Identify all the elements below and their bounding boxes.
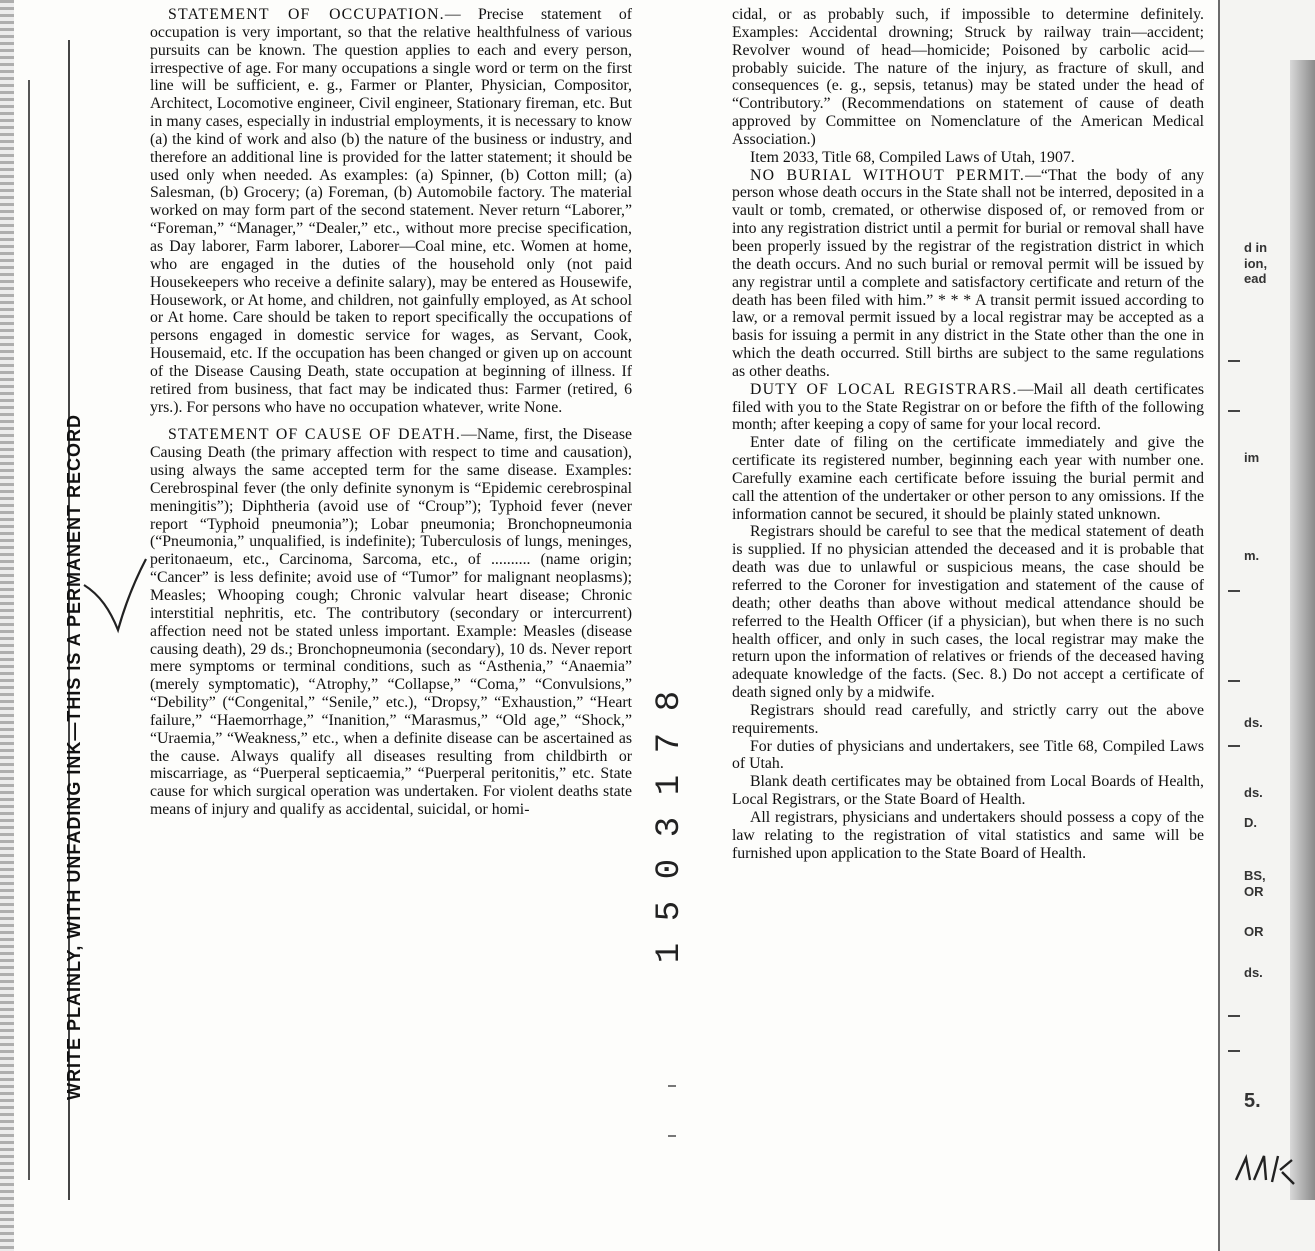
page-shadow xyxy=(1290,60,1315,1200)
edge-rule xyxy=(1228,590,1240,592)
read-carefully-paragraph: Registrars should read carefully, and strictly carry out the above requirements. xyxy=(732,701,1204,737)
handwriting-scribble-icon xyxy=(1232,1150,1302,1190)
edge-rule xyxy=(1228,745,1240,747)
occupation-paragraph xyxy=(150,6,632,416)
edge-fragment: ion, xyxy=(1244,256,1268,271)
edge-fragment: D. xyxy=(1244,815,1257,830)
duty-text: —Mail all death certificates filed with you to the State Registrar on or before the fifth of the following month; after keeping a copy of same for your local record. xyxy=(732,380,1204,434)
certificate-number-digit: 3 xyxy=(651,816,689,838)
edge-fragment: ds. xyxy=(1244,785,1263,800)
burial-heading: NO BURIAL WITHOUT PERMIT. xyxy=(750,166,1026,184)
edge-fragment: m. xyxy=(1244,548,1260,563)
permanent-record-label: WRITE PLAINLY, WITH UNFADING INK—THIS IS A PERMANENT RECORD xyxy=(64,413,84,1100)
left-margin-rule xyxy=(28,80,30,1180)
edge-fragment: 5. xyxy=(1244,1090,1261,1112)
burial-text: —“That the body of any person whose death occurs in the State shall not be interred, deposited in a vault or tomb, cremated, or otherwise disposed of, or removed from or into any registration district until a permit for burial or removal shall have been properly issued by the registrar of the registration district in which the death occurs. And no such burial or removal permit will be issued by any registrar until a complete and satisfactory certificate and return of the death has been filed with him.” * * * A transit permit issued according to law, or a removal permit issued by a local registrar may be accepted as a basis for issuing a permit in any district in the State other than the one in which the death occurred. Still births are subject to the same regulations as other deaths. xyxy=(732,166,1204,380)
occupation-text: — Precise statement of occupation is very important, so that the relative healthfulness of various pursuits can be known. The question applies to each and every person, irrespective of age. For many occupations a single word or term on the first line will be sufficient, e. g., Farmer or Planter, Physician, Compositor, Architect, Locomotive engineer, Civil engineer, Stationary fireman, etc. But in many cases, especially in industrial employments, it is necessary to know (a) the kind of work and also (b) the nature of the business or industry, and therefore an additional line is provided for the latter statement; it should be used only when needed. As examples: (a) Spinner, (b) Cotton mill; (a) Salesman, (b) Grocery; (a) Foreman, (b) Automobile factory. The material worked on may form part of the second statement. Never return “Laborer,” “Foreman,” “Manager,” “Dealer,” etc., without more precise specification, as Day laborer, Farm laborer, Laborer—Coal mine, etc. Women at home, who are engaged in the duties of the household only (not paid Housekeepers who receive a definite salary), may be entered as Housewife, Housework, or At home, and children, not gainfully employed, as At school or At home. Care should be taken to report specifically the occupations of persons engaged in domestic service for wages, as Servant, Cook, Housemaid, etc. If the occupation has been changed or given up on account of the Disease Causing Death, state occupation at beginning of illness. If retired from business, that fact may be indicated thus: Farmer (retired, 6 yrs.). For persons who have no occupation whatever, write None. xyxy=(150,6,632,416)
edge-rule xyxy=(1228,410,1240,412)
edge-fragment: OR xyxy=(1244,884,1264,899)
certificate-number xyxy=(650,680,690,974)
edge-rule xyxy=(1228,680,1240,682)
cause-heading: STATEMENT OF CAUSE OF DEATH. xyxy=(168,426,462,444)
left-scan-edge xyxy=(0,0,14,1251)
right-column xyxy=(732,6,1204,863)
edge-fragment: ead xyxy=(1244,271,1267,286)
occupation-heading: STATEMENT OF OCCUPATION. xyxy=(168,6,445,23)
certificate-number-digit: 1 xyxy=(651,774,689,796)
certificate-number-digit: 8 xyxy=(651,690,689,712)
edge-fragment: im xyxy=(1244,450,1260,465)
edge-fragment: ds. xyxy=(1244,965,1263,980)
edge-fragment: ds. xyxy=(1244,715,1263,730)
check-mark-icon xyxy=(80,555,150,635)
certificate-number-digit: 7 xyxy=(651,732,689,754)
cause-continuation: cidal, or as probably such, if impossible to determine definitely. Examples: Accidental drowning; Struck by railway train—accident; Revolver wound of head—homicide; Poisoned by carbolic acid—probably suicide. The nature of the injury, as fracture of skull, and consequences (e. g., sepsis, tetanus) may be stated under the head of “Contributory.” (Recommendations on statement of cause of death approved by Committee on Nomenclature of the American Medical Association.) xyxy=(732,6,1204,148)
edge-rule xyxy=(1228,360,1240,362)
edge-rule xyxy=(1228,1050,1240,1052)
edge-fragment: d in xyxy=(1244,240,1268,255)
duty-heading: DUTY OF LOCAL REGISTRARS. xyxy=(750,380,1018,398)
left-column xyxy=(150,6,632,819)
certificate-number-digit: 0 xyxy=(651,858,689,880)
edge-fragment: OR xyxy=(1244,924,1264,939)
certificate-number-digit: 5 xyxy=(651,900,689,922)
duty-paragraph xyxy=(732,381,1204,435)
burial-paragraph xyxy=(732,167,1204,381)
medical-statement-paragraph: Registrars should be careful to see that the medical statement of death is supplied. If no physician attended the deceased and it is probable that death was due to unlawful or suspicious means, the case should be referred to the Coroner for investigation and statement of the cause of death; other deaths than above without medical attendance should be referred to the Health Officer (if a physician), but when there is no such health officer, and only in such cases, the local registrar may make the return upon the information of relatives or friends of the deceased having adequate knowledge of the facts. (Sec. 8.) Do not accept a certificate of death signed only by a midwife. xyxy=(732,523,1204,702)
column-divider-dash xyxy=(668,1085,676,1087)
certificate-number-digit: 1 xyxy=(651,942,689,964)
duties-paragraph: For duties of physicians and undertakers, see Title 68, Compiled Laws of Utah. xyxy=(732,737,1204,773)
item-reference: Item 2033, Title 68, Compiled Laws of Utah, 1907. xyxy=(750,148,1075,166)
edge-rule xyxy=(1228,1015,1240,1017)
blank-certificates-paragraph: Blank death certificates may be obtained from Local Boards of Health, Local Registrars, or the State Board of Health. xyxy=(732,773,1204,809)
cause-text: —Name, first, the Disease Causing Death (the primary affection with respect to time and causation), using always the same accepted term for the same disease. Examples: Cerebrospinal fever (the only definite synonym is “Epidemic cerebrospinal meningitis”); Diphtheria (avoid use of “Croup”); Typhoid fever (never report “Typhoid pneumonia”); Lobar pneumonia; Bronchopneumonia (“Pneumonia,” unqualified, is indefinite); Tuberculosis of lungs, meninges, peritonaeum, etc., Carcinoma, Sarcoma, etc., of .......... (name origin; “Cancer” is less definite; avoid use of “Tumor” for malignant neoplasms); Measles; Whooping cough; Chronic valvular heart disease; Chronic interstitial nephritis, etc. The contributory (secondary or intercurrent) affection need not be stated unless important. Example: Measles (disease causing death), 29 ds.; Bronchopneumonia (secondary), 10 ds. Never report mere symptoms or terminal conditions, such as “Asthenia,” “Anaemia” (merely symptomatic), “Atrophy,” “Collapse,” “Coma,” “Convulsions,” “Debility” (“Congenital,” “Senile,” etc.), “Dropsy,” “Exhaustion,” “Heart failure,” “Haemorrhage,” “Inanition,” “Marasmus,” “Old age,” “Shock,” “Uraemia,” “Weakness,” etc., when a definite disease can be ascertained as the cause. Always qualify all diseases resulting from childbirth or miscarriage, as “Puerperal septicaemia,” “Puerperal peritonitis,” etc. State cause for which surgical operation was undertaken. For violent deaths state means of injury and qualify as accidental, suicidal, or homi- xyxy=(150,426,632,819)
law-copy-paragraph: All registrars, physicians and undertakers should possess a copy of the law relating to the registration of vital statistics and same will be furnished upon application to the State Board of Health. xyxy=(732,808,1204,862)
column-divider-dash xyxy=(668,1135,676,1137)
cause-paragraph xyxy=(150,426,632,819)
edge-fragment: BS, xyxy=(1244,868,1266,883)
filing-paragraph: Enter date of filing on the certificate immediately and give the certificate its registered number, beginning each year with number one. Carefully examine each certificate before issuing the burial permit and call the attention of the undertaker or other person to any omissions. If the information cannot be secured, it should be plainly stated unknown. xyxy=(732,434,1204,523)
